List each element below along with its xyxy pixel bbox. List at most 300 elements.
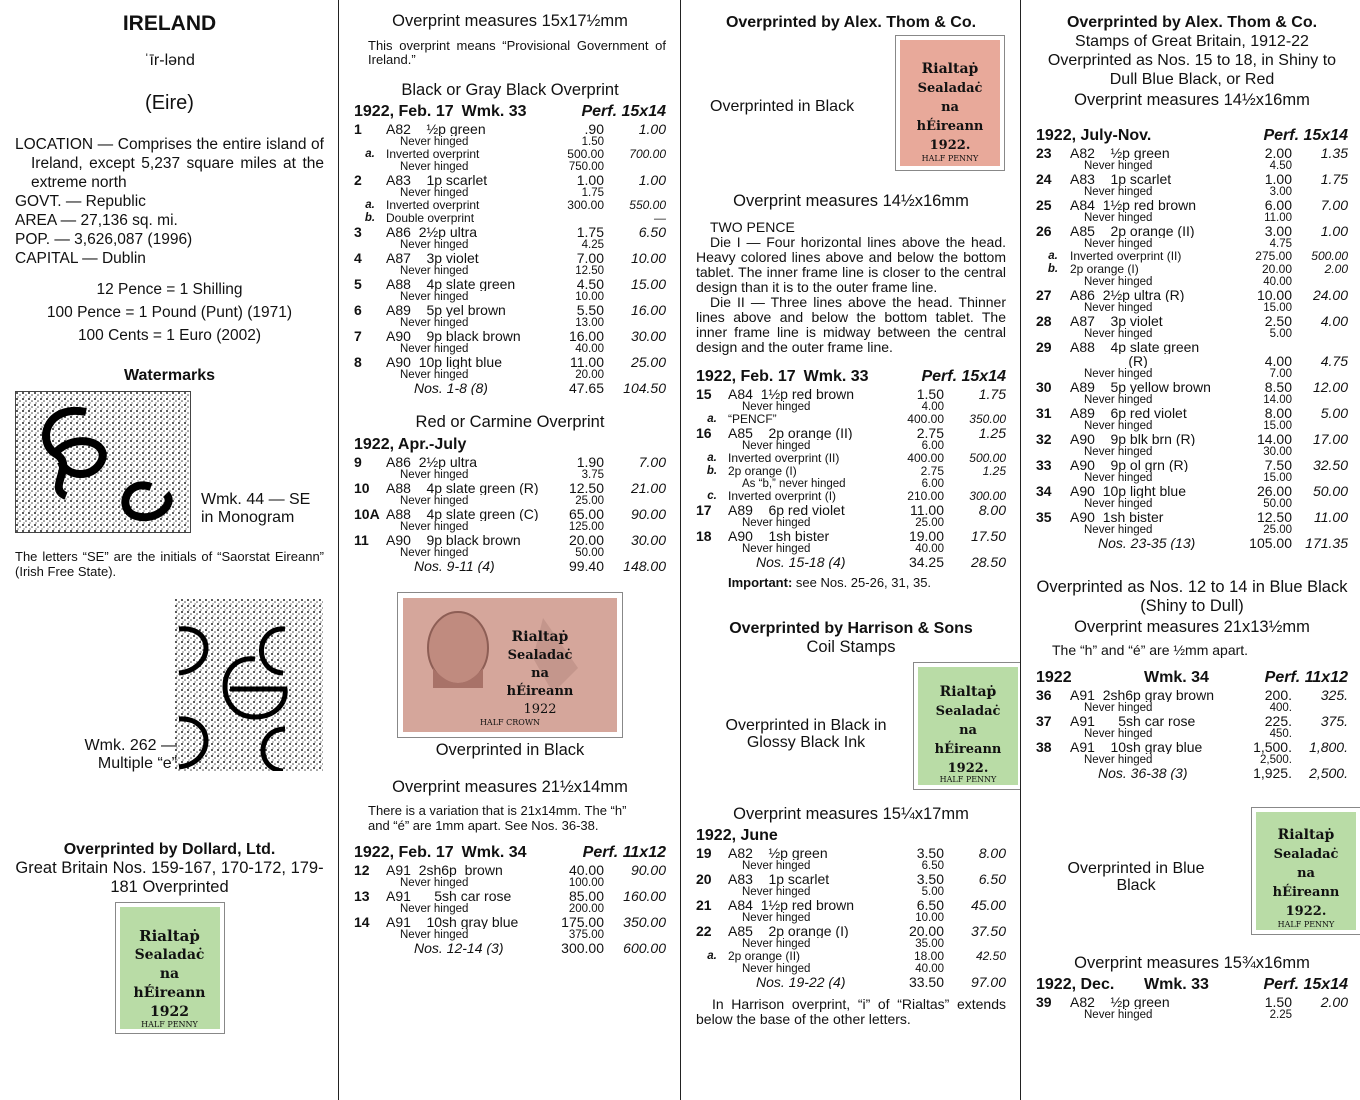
stamp-description: Never hinged (1084, 754, 1153, 766)
stamp-description: Never hinged (1084, 276, 1153, 288)
variety-row (696, 490, 1006, 503)
stamp-description: Nos. 23-35 (13) (1098, 536, 1196, 550)
catalog-number: 15 (696, 386, 712, 402)
unused-value: 4.25 (581, 239, 604, 251)
overprint-line: 1922 (150, 1004, 189, 1020)
catalog-number: a. (707, 452, 717, 464)
catalog-row (354, 481, 666, 495)
dollard-stamp-image (116, 903, 224, 1033)
catalog-row (1036, 340, 1348, 354)
stamp-description: Never hinged (1084, 238, 1153, 250)
harrison-subheading: Coil Stamps (806, 638, 896, 656)
issue-date: 1922, Feb. 17 (696, 368, 796, 385)
catalog-number (696, 938, 728, 950)
catalog-row (354, 225, 666, 239)
unused-value: 6.50 (916, 897, 944, 913)
unused-value: 300.00 (561, 940, 604, 956)
catalog-row (1036, 714, 1348, 728)
unused-value: 50.00 (575, 547, 604, 559)
fact-area: AREA — 27,136 sq. mi. (15, 212, 178, 229)
overprint-line: hÉireann (916, 119, 984, 134)
used-value: 350.00 (623, 914, 666, 930)
unused-value: 3.50 (916, 871, 944, 887)
used-value: 37.50 (970, 923, 1006, 939)
variety-row (354, 199, 666, 212)
catalog-row (1036, 740, 1348, 754)
used-value: 700.00 (629, 147, 666, 161)
unused-value: 2,500. (1260, 754, 1292, 766)
unused-value: 15.00 (1263, 472, 1292, 484)
used-value: 2.00 (1320, 994, 1348, 1010)
used-value: 8.00 (978, 502, 1006, 518)
catalog-number: 20 (696, 871, 712, 887)
stamp-value-tablet: HALF PENNY (939, 775, 997, 784)
overprint-line: Sealadaċ (917, 81, 983, 96)
variety-row (1036, 250, 1348, 263)
die-1-description: Die I — Four horizontal lines above the head. Heavy colored lines above and below the bottom tablet. The inner frame line is closer to the central design than it is to the outer frame line. (696, 234, 1006, 295)
unused-value: 33.50 (908, 974, 944, 990)
stamp-description: A91 10sh gray blue (386, 915, 519, 929)
issue-header (1036, 975, 1348, 995)
stamp-description: Never hinged (742, 963, 811, 975)
unused-value: 30.00 (1263, 446, 1292, 458)
catalog-table (354, 455, 666, 573)
used-value: 2,500. (1309, 765, 1348, 781)
unused-value: 2.75 (920, 464, 944, 478)
stamp-description: Never hinged (1084, 472, 1153, 484)
catalog-row (354, 303, 666, 317)
used-value: 5.00 (1320, 405, 1348, 421)
se-monogram-watermark-icon (16, 392, 190, 532)
two-pence-heading: TWO PENCE (710, 219, 795, 235)
catalog-number: 32 (1036, 431, 1052, 447)
used-value: 7.00 (1320, 197, 1348, 213)
unused-value: 1.50 (581, 136, 604, 148)
catalog-number (354, 187, 386, 199)
stamp-description: Nos. 1-8 (8) (414, 381, 488, 395)
never-hinged-row (1036, 238, 1348, 250)
catalog-number: 12 (354, 862, 370, 878)
unused-value: 450. (1269, 728, 1292, 740)
catalog-number (696, 478, 728, 490)
catalog-number: 2 (354, 172, 362, 188)
stamp-description: Never hinged (1084, 446, 1153, 458)
catalog-number: 22 (696, 923, 712, 939)
catalog-number: 18 (696, 528, 712, 544)
catalog-number (696, 440, 728, 452)
never-hinged-row (354, 317, 666, 329)
catalog-number: a. (365, 148, 375, 160)
dollard-subheading: Great Britain Nos. 159-167, 170-172, 179-181 Overprinted (15, 859, 324, 896)
unused-value: 20.00 (1261, 262, 1292, 276)
unused-value: 200.00 (568, 903, 604, 915)
never-hinged-row (354, 877, 666, 889)
unused-value: 2.25 (1269, 1009, 1292, 1021)
stamp-description: 2p orange (I) (728, 465, 797, 478)
catalog-row (354, 355, 666, 369)
used-value: 24.00 (1312, 287, 1348, 303)
used-value: 50.00 (1312, 483, 1348, 499)
issue-perf: Perf. 15x14 (1263, 127, 1348, 144)
never-hinged-row (354, 161, 666, 173)
issue-header (354, 102, 666, 122)
unused-value: 20.00 (908, 923, 944, 939)
used-value: 1.25 (982, 464, 1006, 478)
used-value: 2.00 (1324, 262, 1348, 276)
stamp-description: Never hinged (1084, 160, 1153, 172)
used-value: 42.50 (975, 949, 1006, 963)
unused-value: 40.00 (915, 963, 944, 975)
stamp-description: As “b,” never hinged (742, 478, 846, 490)
unused-value: 1.90 (576, 454, 604, 470)
used-value: 325. (1320, 687, 1348, 703)
stamp-description: A90 1sh bister (1070, 510, 1164, 524)
stamp-description: Never hinged (400, 469, 469, 481)
stamp-description: A90 10p light blue (386, 355, 502, 369)
catalog-number: 37 (1036, 713, 1052, 729)
stamp-description: A87 3p violet (386, 251, 479, 265)
overprint-measure: Overprint measures 21½x14mm (392, 778, 628, 796)
unused-value: 200. (1264, 687, 1292, 703)
stamp-description: Never hinged (1084, 328, 1153, 340)
catalog-table (696, 387, 1006, 569)
never-hinged-row (696, 938, 1006, 950)
stamp-description: A82 ½p green (1070, 146, 1170, 160)
stamp-description: A88 4p slate green (1070, 340, 1200, 354)
catalog-number: a. (365, 199, 375, 211)
unused-value: 375.00 (568, 929, 604, 941)
stamp-description: Never hinged (742, 440, 811, 452)
issue-perf: Perf. 15x14 (1263, 976, 1348, 993)
unused-value: .90 (584, 121, 604, 137)
issue-watermark: Wmk. 33 (1144, 976, 1209, 993)
catalog-number (1036, 524, 1070, 536)
stamp-description: A87 3p violet (1070, 314, 1163, 328)
catalog-number (354, 547, 386, 559)
catalog-number: 39 (1036, 994, 1052, 1010)
never-hinged-row (1036, 728, 1348, 740)
unused-value: 400. (1269, 702, 1292, 714)
overprint-caption: Overprinted in Black (710, 98, 855, 115)
pronunciation: ˈīr-lənd (144, 52, 195, 69)
overprint-caption: Overprinted in Black in Glossy Black Ink (725, 717, 887, 751)
overprint-line: Rialtaṗ (511, 629, 569, 645)
alt-name: (Eire) (145, 92, 194, 114)
catalog-number (696, 975, 728, 989)
catalog-number: b. (364, 212, 376, 224)
unused-value: 40.00 (915, 543, 944, 555)
stamp-description: A85 2p orange (II) (728, 426, 853, 440)
catalog-row (696, 846, 1006, 860)
unused-value: 1.75 (581, 187, 604, 199)
currency-line: 100 Pence = 1 Pound (Punt) (1971) (46, 304, 293, 321)
overprint-line: hÉireann (133, 985, 206, 1001)
stamp-description: Never hinged (400, 521, 469, 533)
wmk262-caption: Wmk. 262 — Multiple “e” (84, 737, 177, 772)
total-row (1036, 766, 1348, 780)
stamp-description: A90 1sh bister (728, 529, 830, 543)
used-value: 32.50 (1312, 457, 1348, 473)
stamp-description: Inverted overprint (II) (728, 452, 840, 465)
unused-value: 12.50 (1256, 509, 1292, 525)
never-hinged-row (354, 136, 666, 148)
issue-watermark: Wmk. 33 (461, 103, 527, 120)
unused-value: 40.00 (575, 343, 604, 355)
issue-date: 1922, July-Nov. (1036, 127, 1152, 144)
wmk44-block (15, 391, 324, 537)
catalog-number (696, 543, 728, 555)
wmk44-note: The letters “SE” are the initials of “Saorstat Eireann” (Irish Free State). (15, 549, 324, 579)
catalog-row (1036, 354, 1348, 368)
used-value: 8.00 (978, 845, 1006, 861)
catalog-number (354, 929, 386, 941)
unused-value: 125.00 (568, 521, 604, 533)
unused-value: 400.00 (907, 412, 944, 426)
stamp-description: (R) (1070, 354, 1148, 368)
used-value (1292, 340, 1348, 354)
catalog-number: b. (1047, 263, 1059, 275)
stamp-description: Never hinged (742, 860, 811, 872)
catalog-table (354, 122, 666, 395)
catalog-row (354, 863, 666, 877)
used-value: 1.25 (978, 425, 1006, 441)
important-label: Important: (728, 575, 793, 590)
unused-value: 500.00 (567, 147, 604, 161)
catalog-row (354, 329, 666, 343)
never-hinged-row (1036, 754, 1348, 766)
country-title: IRELAND (122, 12, 217, 35)
unused-value: 100.00 (568, 877, 604, 889)
issue-watermark: Wmk. 34 (461, 844, 527, 861)
issue-date: 1922, Feb. 17 (354, 103, 454, 120)
catalog-number: 24 (1036, 171, 1052, 187)
unused-value: 6.50 (921, 860, 944, 872)
never-hinged-row (1036, 276, 1348, 288)
issue-date: 1922, June (696, 827, 778, 844)
harrison-footnote: In Harrison overprint, “i” of “Rialtas” extends below the base of the other letters. (696, 996, 1006, 1027)
catalog-row (354, 533, 666, 547)
never-hinged-row (354, 369, 666, 381)
wmk262-image (175, 599, 323, 771)
stamp-description: Never hinged (400, 929, 469, 941)
unused-value: 25.00 (915, 517, 944, 529)
unused-value: 14.00 (1263, 394, 1292, 406)
fact-capital: CAPITAL — Dublin (15, 250, 146, 267)
catalog-number: 9 (354, 454, 362, 470)
used-value: 45.00 (970, 897, 1006, 913)
catalog-number: 31 (1036, 405, 1052, 421)
stamp-value-tablet: HALF PENNY (921, 154, 979, 163)
catalog-number: 1 (354, 121, 362, 137)
catalog-number: a. (1048, 250, 1058, 262)
total-row (1036, 536, 1348, 550)
stamp-description: A91 5sh car rose (1070, 714, 1196, 728)
never-hinged-row (1036, 498, 1348, 510)
catalog-number: 19 (696, 845, 712, 861)
unused-value: 10.00 (915, 912, 944, 924)
catalog-number: 5 (354, 276, 362, 292)
overprint-line: Sealadaċ (1273, 847, 1339, 862)
never-hinged-row (1036, 212, 1348, 224)
stamp-description: Never hinged (1084, 524, 1153, 536)
issue-watermark (1151, 126, 1263, 146)
catalog-number (696, 401, 728, 413)
watermarks-heading: Watermarks (123, 367, 215, 384)
blue-black-heading: Overprinted as Nos. 12 to 14 in Blue Black (Shiny to Dull) (1036, 578, 1348, 615)
unused-value: 10.00 (1256, 287, 1292, 303)
stamp-description: Never hinged (400, 265, 469, 277)
issue-watermark: Wmk. 34 (1144, 669, 1209, 686)
blue-black-note: The “h” and “é” are ½mm apart. (1052, 642, 1249, 658)
stamp-description: Never hinged (400, 903, 469, 915)
catalog-table (1036, 688, 1348, 780)
never-hinged-row (696, 478, 1006, 490)
issue-date: 1922, Apr.-July (354, 436, 467, 453)
unused-value: 1.00 (576, 172, 604, 188)
fact-government: GOVT. — Republic (15, 193, 146, 210)
catalog-row (1036, 510, 1348, 524)
used-value: 500.00 (969, 451, 1006, 465)
catalog-number: 26 (1036, 223, 1052, 239)
currency-line: 100 Cents = 1 Euro (2002) (77, 327, 262, 344)
stamp-description: A91 10sh gray blue (1070, 740, 1203, 754)
important-note (728, 575, 1006, 590)
overprint-line: Rialtaṗ (921, 61, 979, 77)
never-hinged-row (1036, 302, 1348, 314)
never-hinged-row (354, 187, 666, 199)
stamp-description: 2p orange (II) (728, 950, 801, 963)
unused-value: 15.00 (1263, 302, 1292, 314)
unused-value: 15.00 (1263, 420, 1292, 432)
unused-value: 3.50 (916, 845, 944, 861)
used-value: 97.00 (970, 974, 1006, 990)
overprint-caption: Overprinted in Black (435, 741, 585, 759)
overprint-measure: Overprint measures 15¾x16mm (1074, 954, 1310, 972)
catalog-number: 10A (354, 506, 380, 522)
stamp-description: A88 4p slate green (386, 277, 516, 291)
stamp-description: Never hinged (1084, 420, 1153, 432)
thom2-heading: Overprinted by Alex. Thom & Co. (1066, 14, 1318, 31)
catalog-number: c. (707, 490, 717, 502)
stamp-value-tablet: HALF PENNY (1277, 920, 1335, 929)
used-value: 10.00 (630, 250, 666, 266)
overprint-line: 1922. (929, 138, 971, 153)
stamp-description: Never hinged (400, 495, 469, 507)
catalog-number (354, 559, 386, 573)
multiple-e-watermark-icon (175, 599, 323, 771)
catalog-row (1036, 995, 1348, 1009)
catalog-row (696, 426, 1006, 440)
used-value: 6.50 (638, 224, 666, 240)
never-hinged-row (1036, 420, 1348, 432)
unused-value: 11.00 (570, 354, 604, 370)
never-hinged-row (696, 963, 1006, 975)
used-value: 1,800. (1309, 739, 1348, 755)
red-overprint-heading: Red or Carmine Overprint (415, 413, 605, 431)
used-value: 16.00 (630, 302, 666, 318)
blue-black-stamp-block (1036, 808, 1348, 942)
never-hinged-row (1036, 446, 1348, 458)
catalog-number: 23 (1036, 145, 1052, 161)
overprint-measure: Overprint measures 14½x16mm (733, 192, 969, 210)
unused-value: 1,500. (1253, 739, 1292, 755)
stamp-description: A86 2½p ultra (386, 225, 478, 239)
used-value: 12.00 (1312, 379, 1348, 395)
overprint-line: hÉireann (1272, 885, 1340, 900)
stamp-description: A91 5sh car rose (386, 889, 512, 903)
overprint-measure: Overprint measures 14½x16mm (1074, 91, 1310, 109)
unused-value: 105.00 (1249, 535, 1292, 551)
stamp-description: Never hinged (400, 161, 469, 173)
stamp-description: A88 4p slate green (R) (386, 481, 539, 495)
issue-date: 1922, Feb. 17 (354, 844, 454, 861)
never-hinged-row (696, 886, 1006, 898)
issue-header (354, 843, 666, 863)
never-hinged-row (696, 543, 1006, 555)
total-row (354, 381, 666, 395)
unused-value: 300.00 (567, 198, 604, 212)
used-value: 90.00 (630, 862, 666, 878)
stamp-description: Nos. 9-11 (4) (414, 559, 495, 573)
catalog-number: 3 (354, 224, 362, 240)
used-value: 1.75 (978, 386, 1006, 402)
overprint-line: na (959, 723, 977, 738)
unused-value: 20.00 (575, 369, 604, 381)
stamp-description: A83 1p scarlet (728, 872, 830, 886)
catalog-number: 11 (354, 532, 369, 548)
catalog-row (1036, 288, 1348, 302)
issue-date: 1922, Dec. (1036, 976, 1115, 993)
stamp-description: A82 ½p green (728, 846, 828, 860)
unused-value: 10.00 (575, 291, 604, 303)
stamp-description: A90 9p ol grn (R) (1070, 458, 1189, 472)
stamp-description: Never hinged (400, 877, 469, 889)
used-value: 4.00 (1320, 313, 1348, 329)
stamp-description: Nos. 19-22 (4) (756, 975, 846, 989)
stamp-description: Never hinged (400, 239, 469, 251)
unused-value: 4.00 (921, 401, 944, 413)
overprint-measure: Overprint measures 21x13½mm (1074, 618, 1310, 636)
never-hinged-row (1036, 524, 1348, 536)
stamp-description: A83 1p scarlet (386, 173, 488, 187)
used-value: 500.00 (1311, 249, 1348, 263)
catalog-number: 4 (354, 250, 362, 266)
used-value: 30.00 (630, 328, 666, 344)
catalog-number: 33 (1036, 457, 1052, 473)
catalog-number: a. (707, 413, 717, 425)
catalog-row (354, 277, 666, 291)
dollard-heading: Overprinted by Dollard, Ltd. (63, 841, 276, 858)
unused-value: 3.00 (1264, 223, 1292, 239)
unused-value: 175.00 (561, 914, 604, 930)
unused-value: 4.50 (1269, 160, 1292, 172)
never-hinged-row (1036, 472, 1348, 484)
unused-value: 3.00 (1269, 186, 1292, 198)
wmk262-block (15, 599, 324, 775)
catalog-row (354, 122, 666, 136)
catalog-number (354, 941, 386, 955)
issue-header (354, 435, 666, 455)
black-overprint-heading: Black or Gray Black Overprint (401, 81, 619, 99)
stamp-description: Inverted overprint (386, 199, 480, 212)
unused-value: 25.00 (1263, 524, 1292, 536)
catalog-number: 29 (1036, 339, 1052, 355)
catalog-row (1036, 224, 1348, 238)
catalog-row (354, 889, 666, 903)
unused-value: 1.50 (916, 386, 944, 402)
thom-heading: Overprinted by Alex. Thom & Co. (725, 14, 977, 31)
country-facts (15, 135, 324, 268)
